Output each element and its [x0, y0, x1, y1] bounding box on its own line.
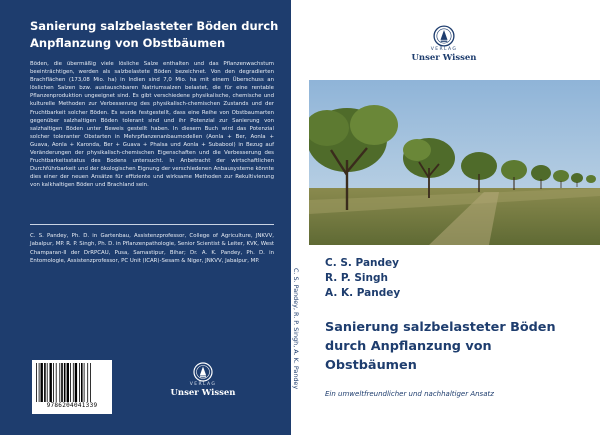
author-bio: C. S. Pandey, Ph. D. in Gartenbau, Assistenzprofessor, College of Agriculture, JNKVV, Jabalpur, MP. R. P. Singh, Ph. D. in Pflanzenpathologie, Senior Scientist & Leiter, KVK, West Champaran-II der DrRPCAU, Pusa, Samastipur, Bihar; Dr. A. K. Pandey, Ph. D. in Entomologie, Assistenzprofessor, PC Unit (ICAR)-Sesam & Niger, JNKVV, Jabalpur, MP.: [30, 233, 274, 264]
front-authors: [325, 256, 400, 301]
front-cover-title: [325, 318, 595, 375]
front-title-line-2: durch Anpflanzung von: [325, 339, 492, 354]
author-2: R. P. Singh: [325, 272, 388, 284]
publisher-name: Unser Wissen: [411, 53, 477, 63]
publisher-verlag-label: VERLAG: [189, 382, 217, 387]
back-cover-title: [30, 18, 280, 52]
back-title-line-1: Sanierung salzbelasteter Böden durch: [30, 19, 279, 33]
orchard-photo: [309, 80, 600, 245]
spine-authors: C. S. Pandey, R. P. Singh, A. K. Pandey: [292, 268, 300, 390]
front-title-line-1: Sanierung salzbelasteter Böden: [325, 320, 556, 335]
back-title-line-2: Anpflanzung von Obstbäumen: [30, 36, 226, 50]
publisher-emblem-icon: [193, 362, 213, 382]
publisher-verlag-label: VERLAG: [430, 47, 458, 52]
barcode-number: 9786204041339: [46, 402, 98, 409]
back-cover-blurb: Böden, die übermäßig viele lösliche Salze enthalten und das Pflanzenwachstum beeinträchtigen, werden als salzbelastete Böden bezeichnet. Von den degradierten Brachflächen (173,08 Mio. ha) in Indien sind 7,0 Mio. ha mit einem Überschuss an löslichen Salzen bzw. austauschbaren Natriumsalzen belastet, die für eine rentable Pflanzenproduktion ungeeignet sind. Es gibt verschiedene physikalische, chemische und kulturelle Methoden zur Verbesserung des physikalisch-chemischen Zustands und der Fruchtbarkeit solcher Böden. Es wurde festgestellt, dass eine Reihe von Obstbaumarten gegenüber salzhaltigen Böden tolerant sind und ihr Potenzial zur Sanierung von salzhaltigen Böden unter Beweis gestellt haben. In diesem Buch wird das Potenzial solcher toleranter Obstarten in Mehrpflanzenanbaumodellen (Aonla + Ber, Aonla + Guava, Aonla + Karonda, Ber + Guava + Phalsa und Aonla + Subabool) in Bezug auf Veränderungen der physikalisch-chemischen Eigenschaften und die Verbesserung des Fruchtbarkeitsstatus des Bodens untersucht. In Anbetracht der wirtschaftlichen Durchführbarkeit und der ökologischen Eignung der verschiedenen Anbausysteme könnte dies einer der neuen Ansätze für effiziente und wirksame Methoden zur Rekultivierung von kalkhaltigen Böden und Brachland sein.: [30, 61, 274, 189]
publisher-emblem-icon: [433, 25, 455, 47]
front-publisher-logo: [396, 25, 492, 69]
isbn-barcode: [32, 360, 112, 414]
back-publisher-logo: [168, 362, 238, 410]
divider-line: [30, 224, 274, 225]
front-title-line-3: Obstbäumen: [325, 358, 417, 373]
author-3: A. K. Pandey: [325, 287, 401, 299]
publisher-name: Unser Wissen: [170, 388, 236, 398]
back-cover: [0, 0, 291, 435]
author-1: C. S. Pandey: [325, 257, 400, 269]
barcode-bars: [36, 363, 108, 402]
front-subtitle: Ein umweltfreundlicher und nachhaltiger Ansatz: [325, 390, 494, 398]
